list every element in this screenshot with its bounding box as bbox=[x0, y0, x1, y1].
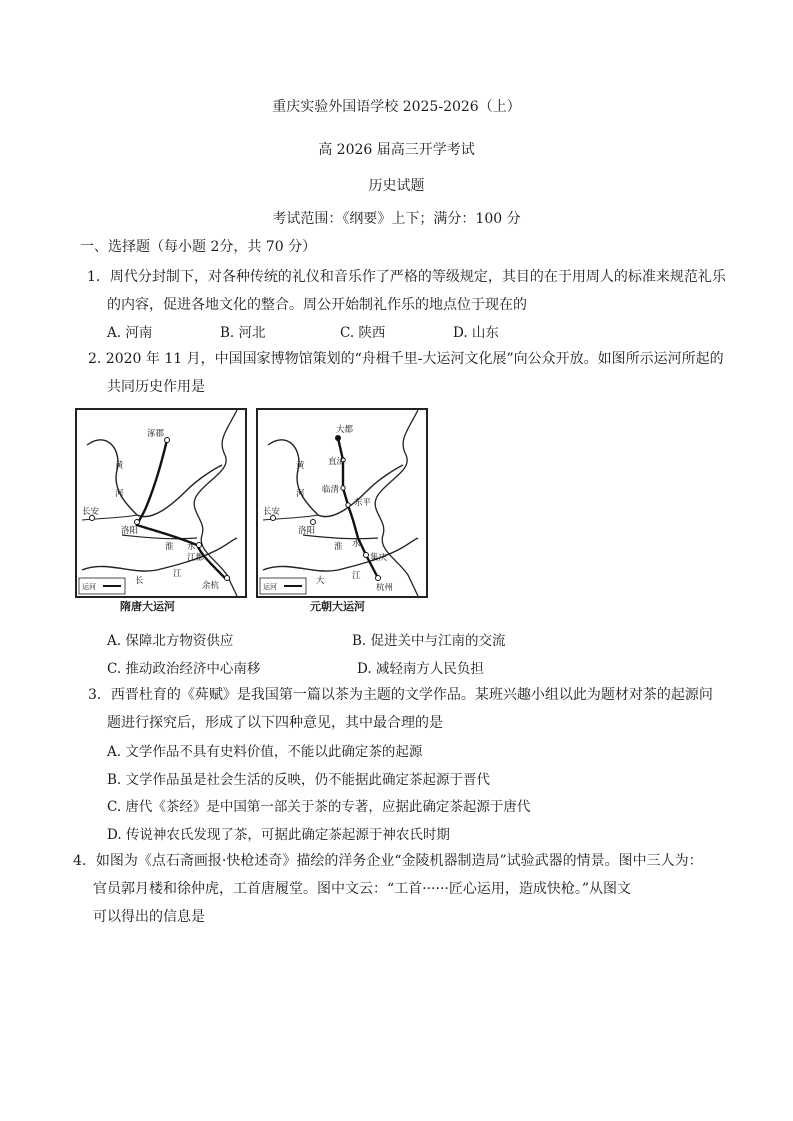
label-zhigu: 直沽 bbox=[328, 457, 346, 467]
label-shui: 水 bbox=[187, 542, 196, 552]
q1-option-b: B. 河北 bbox=[220, 325, 266, 341]
legend-canal-r: 运河 bbox=[263, 583, 277, 591]
q1-stem-line1: 1．周代分封制下，对各种传统的礼仪和音乐作了严格的等级规定，其目的在于用周人的标准来规范礼乐 bbox=[87, 269, 726, 285]
q3-option-d: D. 传说神农氏发现了茶，可据此确定茶起源于神农氏时期 bbox=[107, 827, 450, 843]
q2-stem-line1: 2. 2020 年 11 月，中国国家博物馆策划的“舟楫千里-大运河文化展”向公众开放。如图所示运河所起的 bbox=[88, 351, 724, 367]
q3-stem-line1: 3．西晋杜育的《荈赋》是我国第一篇以茶为主题的文学作品。某班兴趣小组以此为题材对茶的起源问 bbox=[88, 687, 713, 703]
q1-option-a: A. 河南 bbox=[107, 325, 153, 341]
label-da: 大 bbox=[316, 576, 325, 586]
label-luoyang-r: 洛阳 bbox=[298, 526, 316, 536]
label-zhuojun: 涿郡 bbox=[147, 429, 165, 439]
label-changan: 长安 bbox=[82, 507, 100, 517]
q4-stem-line1: 4．如图为《点石斋画报·快枪述奇》描绘的洋务企业“金陵机器制造局”试验武器的情景。图中三人为： bbox=[73, 853, 703, 869]
legend-canal: 运河 bbox=[82, 583, 96, 591]
label-luoyang: 洛阳 bbox=[121, 526, 139, 536]
label-shui-r: 水 bbox=[352, 539, 361, 549]
label-dadu: 大都 bbox=[336, 425, 354, 435]
label-he-r: 河 bbox=[296, 489, 305, 499]
label-huai: 淮 bbox=[165, 542, 174, 552]
label-linqing: 临清 bbox=[322, 485, 340, 495]
label-changan-r: 长安 bbox=[263, 507, 281, 517]
exam-title: 高 2026 届高三开学考试 bbox=[318, 142, 475, 158]
label-dongping: 东平 bbox=[354, 498, 372, 508]
subject-title: 历史试题 bbox=[368, 178, 425, 194]
label-jiang-r: 江 bbox=[352, 571, 361, 581]
label-huang-r: 黄 bbox=[296, 461, 305, 471]
q4-stem-line3: 可以得出的信息是 bbox=[93, 909, 205, 925]
q1-option-c: C. 陕西 bbox=[340, 325, 386, 341]
label-huang: 黄 bbox=[115, 461, 124, 471]
label-yuhang: 余杭 bbox=[202, 581, 220, 591]
exam-scope: 考试范围：《纲要》上下；满分：100 分 bbox=[272, 211, 521, 227]
map-right-caption: 元朝大运河 bbox=[310, 600, 365, 613]
q4-stem-line2: 官员郭月楼和徐仲虎，工首唐履堂。图中文云：“工首······匠心运用，造成快枪。”从图文 bbox=[93, 881, 632, 897]
school-title: 重庆实验外国语学校 2025-2026（上） bbox=[272, 99, 521, 115]
section-title: 一、选择题（每小题 2分，共 70 分） bbox=[80, 239, 317, 255]
q2-stem-line2: 共同历史作用是 bbox=[107, 379, 205, 395]
q3-option-c: C. 唐代《茶经》是中国第一部关于茶的专著，应据此确定茶起源于唐代 bbox=[107, 799, 531, 815]
label-he: 河 bbox=[115, 489, 124, 499]
q3-option-a: A. 文学作品不具有史料价值，不能以此确定茶的起源 bbox=[107, 744, 423, 760]
label-chang: 长 bbox=[135, 576, 144, 586]
q2-option-c: C. 推动政治经济中心南移 bbox=[107, 661, 261, 677]
q1-stem-line2: 的内容，促进各地文化的整合。周公开始制礼作乐的地点位于现在的 bbox=[107, 297, 527, 313]
map-yuan-canal bbox=[256, 408, 428, 598]
q1-option-d: D. 山东 bbox=[453, 325, 499, 341]
q3-option-b: B. 文学作品虽是社会生活的反映，仍不能据此确定茶起源于晋代 bbox=[107, 772, 491, 788]
label-jiangdu: 江都 bbox=[187, 553, 205, 563]
q2-option-d: D. 减轻南方人民负担 bbox=[357, 661, 484, 677]
q2-option-a: A. 保障北方物资供应 bbox=[107, 633, 234, 649]
label-jiang: 江 bbox=[173, 569, 182, 579]
label-hangzhou: 杭州 bbox=[376, 583, 394, 593]
q2-option-b: B. 促进关中与江南的交流 bbox=[352, 633, 506, 649]
map-left-caption: 隋唐大运河 bbox=[120, 600, 175, 613]
label-jiqing: 集庆 bbox=[370, 553, 388, 563]
label-huai-r: 淮 bbox=[334, 542, 343, 552]
q3-stem-line2: 题进行探究后，形成了以下四种意见，其中最合理的是 bbox=[107, 715, 443, 731]
map-sui-tang-canal bbox=[75, 408, 247, 598]
